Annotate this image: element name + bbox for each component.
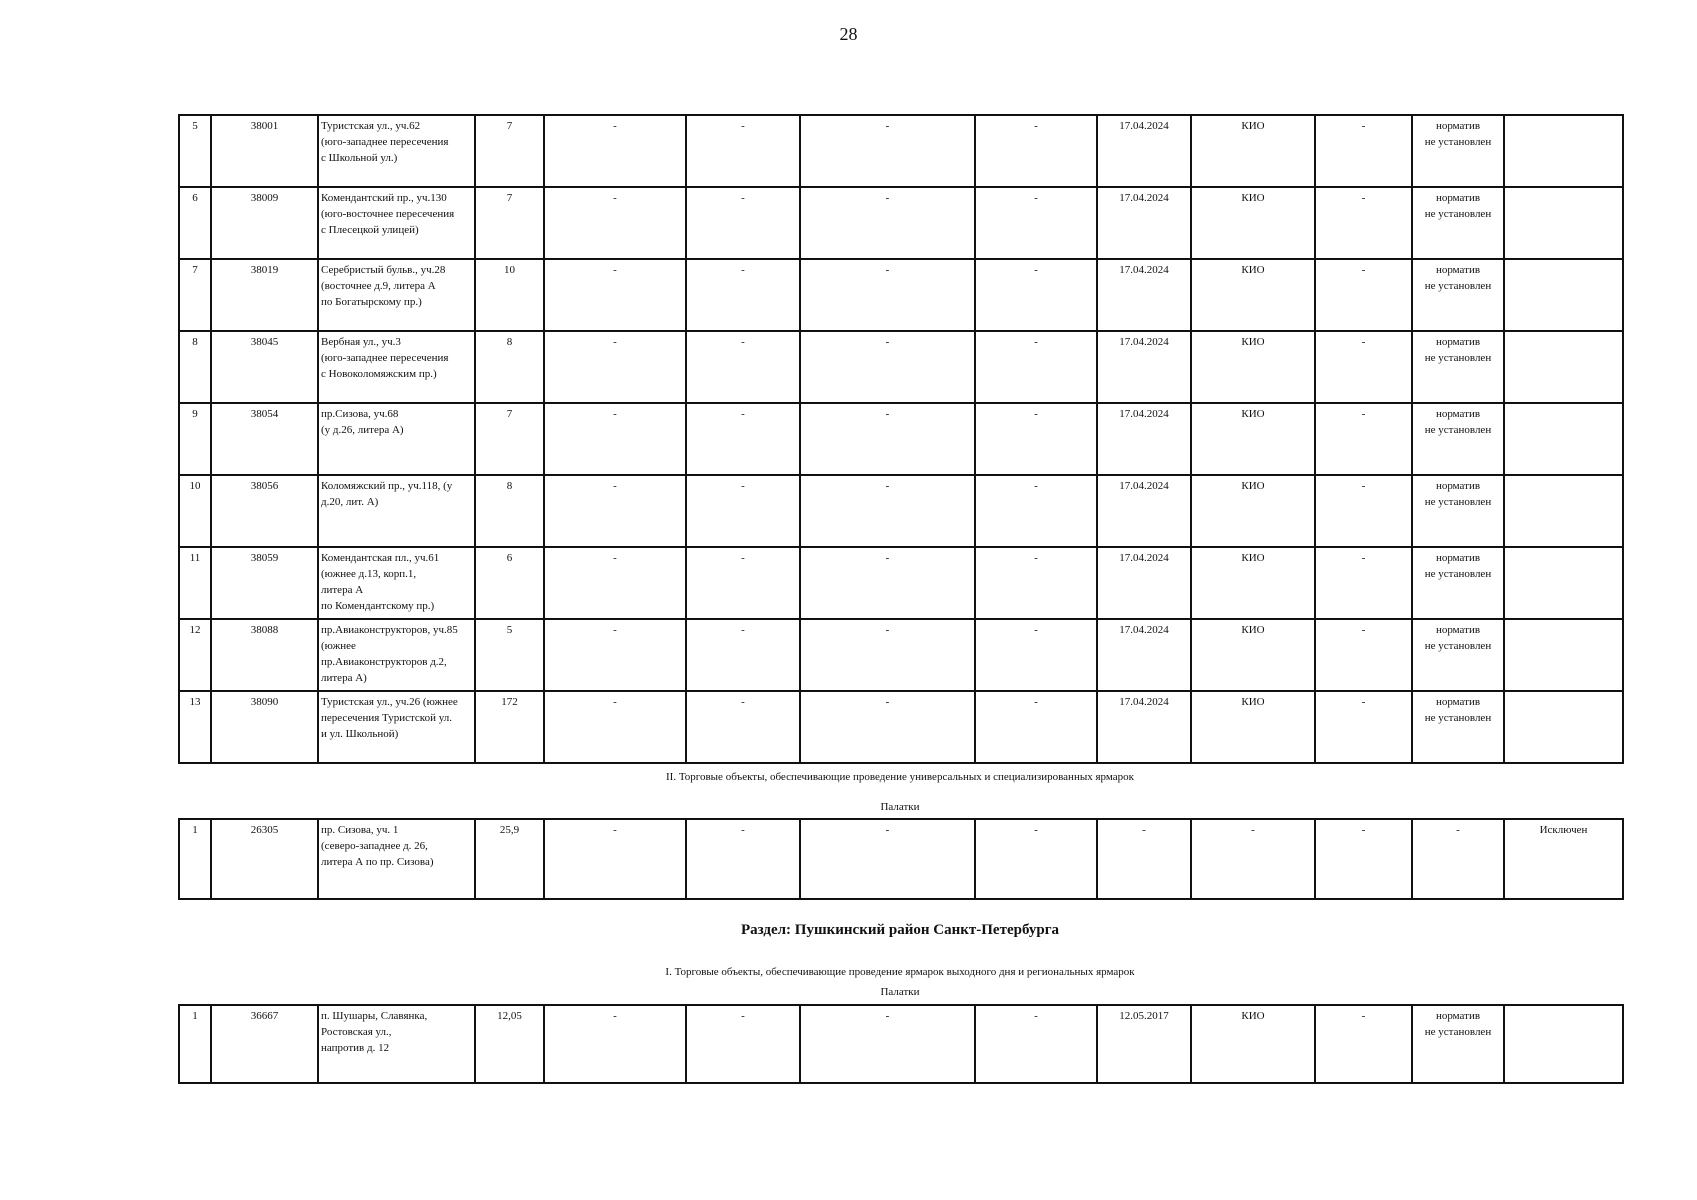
cell-empty-1: -	[544, 1005, 686, 1083]
cell-empty-3: -	[800, 115, 975, 187]
cell-empty-3: -	[800, 403, 975, 475]
table-row	[179, 187, 1623, 259]
cell-empty-4: -	[975, 1005, 1097, 1083]
cell-object-id: 38009	[211, 187, 318, 259]
cell-empty-3: -	[800, 331, 975, 403]
cell-number: 9	[179, 403, 211, 475]
cell-empty-4: -	[975, 619, 1097, 691]
cell-empty-2: -	[686, 403, 800, 475]
cell-empty-1: -	[544, 547, 686, 619]
cell-quantity: 5	[475, 619, 544, 691]
registry-table-pushkin	[178, 1004, 1624, 1084]
cell-empty-4: -	[975, 259, 1097, 331]
cell-address: Комендантский пр., уч.130 (юго-восточнее пересечения с Плесецкой улицей)	[318, 187, 475, 259]
cell-empty-1: -	[544, 403, 686, 475]
cell-empty-3: -	[800, 619, 975, 691]
cell-date: 17.04.2024	[1097, 475, 1191, 547]
cell-address: п. Шушары, Славянка, Ростовская ул., напротив д. 12	[318, 1005, 475, 1083]
cell-object-id: 38088	[211, 619, 318, 691]
table-row	[179, 115, 1623, 187]
cell-empty-4: -	[975, 331, 1097, 403]
cell-date: 17.04.2024	[1097, 115, 1191, 187]
cell-organization: КИО	[1191, 403, 1315, 475]
cell-empty-1: -	[544, 187, 686, 259]
caption-fairs-section-1: I. Торговые объекты, обеспечивающие проведение ярмарок выходного дня и региональных ярмарок	[665, 966, 1135, 978]
table-row	[179, 1005, 1623, 1083]
cell-date: 17.04.2024	[1097, 259, 1191, 331]
cell-empty-1: -	[544, 619, 686, 691]
cell-empty-4: -	[975, 547, 1097, 619]
cell-empty-2: -	[686, 691, 800, 763]
cell-empty-5: -	[1315, 819, 1412, 899]
table-row	[179, 475, 1623, 547]
cell-empty-1: -	[544, 691, 686, 763]
cell-note	[1504, 187, 1623, 259]
cell-empty-5: -	[1315, 619, 1412, 691]
cell-empty-2: -	[686, 619, 800, 691]
cell-empty-3: -	[800, 1005, 975, 1083]
cell-organization: КИО	[1191, 1005, 1315, 1083]
cell-date: 12.05.2017	[1097, 1005, 1191, 1083]
cell-norm: -	[1412, 819, 1504, 899]
cell-date: 17.04.2024	[1097, 331, 1191, 403]
cell-quantity: 12,05	[475, 1005, 544, 1083]
cell-address: Туристская ул., уч.62 (юго-западнее пересечения с Школьной ул.)	[318, 115, 475, 187]
cell-empty-2: -	[686, 475, 800, 547]
cell-norm: норматив не установлен	[1412, 115, 1504, 187]
cell-empty-1: -	[544, 331, 686, 403]
cell-norm: норматив не установлен	[1412, 547, 1504, 619]
cell-note	[1504, 403, 1623, 475]
cell-empty-4: -	[975, 115, 1097, 187]
cell-empty-3: -	[800, 547, 975, 619]
cell-address: пр.Авиаконструкторов, уч.85 (южнее пр.Авиаконструкторов д.2, литера А)	[318, 619, 475, 691]
cell-number: 8	[179, 331, 211, 403]
cell-empty-5: -	[1315, 403, 1412, 475]
cell-norm: норматив не установлен	[1412, 691, 1504, 763]
cell-address: Туристская ул., уч.26 (южнее пересечения Туристской ул. и ул. Школьной)	[318, 691, 475, 763]
cell-empty-5: -	[1315, 187, 1412, 259]
cell-organization: КИО	[1191, 259, 1315, 331]
cell-number: 7	[179, 259, 211, 331]
cell-empty-2: -	[686, 331, 800, 403]
cell-object-id: 38090	[211, 691, 318, 763]
caption-tents-2: Палатки	[880, 986, 920, 998]
cell-empty-3: -	[800, 819, 975, 899]
cell-object-id: 38001	[211, 115, 318, 187]
cell-address: пр. Сизова, уч. 1 (северо-западнее д. 26, литера А по пр. Сизова)	[318, 819, 475, 899]
table-row	[179, 819, 1623, 899]
cell-address: Коломяжский пр., уч.118, (у д.20, лит. А)	[318, 475, 475, 547]
cell-address: Вербная ул., уч.3 (юго-западнее пересечения с Новоколомяжским пр.)	[318, 331, 475, 403]
cell-norm: норматив не установлен	[1412, 475, 1504, 547]
registry-table-fairs	[178, 818, 1624, 900]
cell-organization: -	[1191, 819, 1315, 899]
cell-norm: норматив не установлен	[1412, 403, 1504, 475]
cell-number: 1	[179, 1005, 211, 1083]
cell-organization: КИО	[1191, 331, 1315, 403]
cell-note	[1504, 475, 1623, 547]
cell-quantity: 25,9	[475, 819, 544, 899]
cell-norm: норматив не установлен	[1412, 619, 1504, 691]
cell-number: 11	[179, 547, 211, 619]
cell-norm: норматив не установлен	[1412, 187, 1504, 259]
cell-quantity: 10	[475, 259, 544, 331]
cell-norm: норматив не установлен	[1412, 331, 1504, 403]
cell-organization: КИО	[1191, 619, 1315, 691]
cell-empty-5: -	[1315, 547, 1412, 619]
cell-empty-3: -	[800, 475, 975, 547]
cell-object-id: 38054	[211, 403, 318, 475]
cell-empty-5: -	[1315, 331, 1412, 403]
cell-organization: КИО	[1191, 475, 1315, 547]
cell-note	[1504, 547, 1623, 619]
table-row	[179, 259, 1623, 331]
page-number: 28	[839, 24, 858, 44]
cell-note	[1504, 259, 1623, 331]
cell-empty-2: -	[686, 819, 800, 899]
cell-quantity: 7	[475, 115, 544, 187]
section-heading: Раздел: Пушкинский район Санкт-Петербурга	[740, 922, 1060, 938]
cell-object-id: 38056	[211, 475, 318, 547]
table-row	[179, 691, 1623, 763]
cell-empty-1: -	[544, 259, 686, 331]
cell-note: Исключен	[1504, 819, 1623, 899]
table-row	[179, 403, 1623, 475]
table-row	[179, 619, 1623, 691]
cell-quantity: 8	[475, 475, 544, 547]
cell-quantity: 172	[475, 691, 544, 763]
cell-number: 5	[179, 115, 211, 187]
cell-quantity: 7	[475, 187, 544, 259]
cell-empty-5: -	[1315, 259, 1412, 331]
registry-table-primary	[178, 114, 1624, 764]
cell-empty-2: -	[686, 187, 800, 259]
cell-number: 13	[179, 691, 211, 763]
cell-note	[1504, 331, 1623, 403]
cell-number: 10	[179, 475, 211, 547]
cell-norm: норматив не установлен	[1412, 1005, 1504, 1083]
cell-quantity: 7	[475, 403, 544, 475]
cell-object-id: 38059	[211, 547, 318, 619]
cell-address: Комендантская пл., уч.61 (южнее д.13, корп.1, литера А по Комендантскому пр.)	[318, 547, 475, 619]
cell-quantity: 8	[475, 331, 544, 403]
table-row	[179, 547, 1623, 619]
cell-object-id: 38045	[211, 331, 318, 403]
cell-note	[1504, 619, 1623, 691]
cell-empty-4: -	[975, 187, 1097, 259]
cell-note	[1504, 1005, 1623, 1083]
cell-address: Серебристый бульв., уч.28 (восточнее д.9, литера А по Богатырскому пр.)	[318, 259, 475, 331]
cell-number: 12	[179, 619, 211, 691]
cell-empty-4: -	[975, 691, 1097, 763]
cell-empty-2: -	[686, 547, 800, 619]
cell-object-id: 38019	[211, 259, 318, 331]
cell-norm: норматив не установлен	[1412, 259, 1504, 331]
cell-number: 6	[179, 187, 211, 259]
cell-quantity: 6	[475, 547, 544, 619]
cell-date: 17.04.2024	[1097, 691, 1191, 763]
cell-empty-1: -	[544, 819, 686, 899]
cell-date: 17.04.2024	[1097, 403, 1191, 475]
caption-tents-1: Палатки	[880, 801, 920, 813]
cell-date: 17.04.2024	[1097, 547, 1191, 619]
cell-empty-5: -	[1315, 691, 1412, 763]
cell-empty-2: -	[686, 115, 800, 187]
cell-empty-5: -	[1315, 1005, 1412, 1083]
cell-empty-2: -	[686, 1005, 800, 1083]
cell-empty-5: -	[1315, 115, 1412, 187]
cell-empty-4: -	[975, 475, 1097, 547]
caption-fairs-section-2: II. Торговые объекты, обеспечивающие проведение универсальных и специализированных ярмарок	[666, 771, 1134, 783]
cell-address: пр.Сизова, уч.68 (у д.26, литера А)	[318, 403, 475, 475]
cell-empty-4: -	[975, 403, 1097, 475]
cell-organization: КИО	[1191, 115, 1315, 187]
table-row	[179, 331, 1623, 403]
cell-date: -	[1097, 819, 1191, 899]
cell-empty-4: -	[975, 819, 1097, 899]
cell-organization: КИО	[1191, 187, 1315, 259]
cell-empty-1: -	[544, 475, 686, 547]
cell-number: 1	[179, 819, 211, 899]
cell-empty-3: -	[800, 259, 975, 331]
cell-empty-5: -	[1315, 475, 1412, 547]
cell-organization: КИО	[1191, 547, 1315, 619]
cell-date: 17.04.2024	[1097, 187, 1191, 259]
cell-note	[1504, 691, 1623, 763]
cell-object-id: 26305	[211, 819, 318, 899]
cell-date: 17.04.2024	[1097, 619, 1191, 691]
cell-note	[1504, 115, 1623, 187]
cell-organization: КИО	[1191, 691, 1315, 763]
cell-empty-3: -	[800, 187, 975, 259]
cell-empty-3: -	[800, 691, 975, 763]
cell-empty-1: -	[544, 115, 686, 187]
cell-empty-2: -	[686, 259, 800, 331]
cell-object-id: 36667	[211, 1005, 318, 1083]
